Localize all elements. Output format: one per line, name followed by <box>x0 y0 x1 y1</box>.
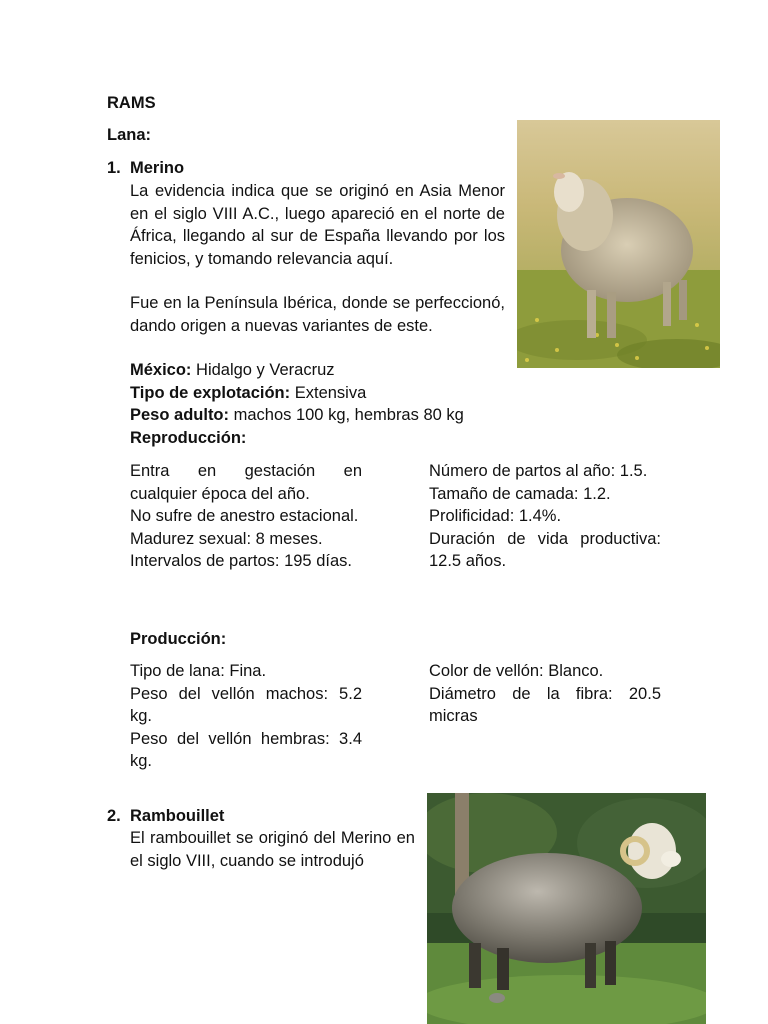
prod-left-item: Peso del vellón machos: 5.2 kg. <box>130 684 362 725</box>
breed-name-merino: Merino <box>130 159 185 177</box>
list-number: 2. <box>107 807 121 825</box>
peso-label: Peso adulto: <box>130 406 230 424</box>
produccion-left-column <box>130 660 362 773</box>
reproduccion-right-column <box>429 460 661 573</box>
prod-right-item: Color de vellón: Blanco. <box>429 662 604 680</box>
merino-explotacion-line <box>130 382 520 405</box>
repro-right-item: Tamaño de camada: 1.2. <box>429 484 611 503</box>
mexico-label: México: <box>130 361 192 379</box>
repro-right-item: Número de partos al año: 1.5. <box>429 462 648 480</box>
prod-right-item: Diámetro de la fibra: 20.5 micras <box>429 684 661 725</box>
merino-mexico-line <box>130 359 520 382</box>
reproduccion-heading: Reproducción: <box>130 429 247 447</box>
section-heading: Lana: <box>107 126 152 144</box>
rambouillet-ram-image <box>427 793 706 1024</box>
rambouillet-ram-photo <box>427 793 706 1024</box>
repro-left-item: No sufre de anestro estacional. <box>130 507 359 525</box>
produccion-heading: Producción: <box>130 630 227 648</box>
merino-origin-paragraph: La evidencia indica que se originó en Asia Menor en el siglo VIII A.C., luego apareció en el norte de África, llegando al sur de España llevando por los fenicios, y tomando relevancia aquí. <box>130 182 505 268</box>
tipo-value: Extensiva <box>290 384 367 402</box>
merino-iberia-paragraph: Fue en la Península Ibérica, donde se perfeccionó, dando origen a nuevas variantes de este. <box>130 294 505 335</box>
rambouillet-origin-paragraph: El rambouillet se originó del Merino en el siglo VIII, cuando se introdujó <box>130 829 415 870</box>
repro-left-item: Entra en gestación en cualquier época del año. <box>130 462 362 503</box>
repro-right-item: Duración de vida productiva: 12.5 años. <box>429 529 661 570</box>
produccion-right-column <box>429 660 661 728</box>
prod-left-item: Peso del vellón hembras: 3.4 kg. <box>130 729 362 770</box>
prod-left-item: Tipo de lana: Fina. <box>130 662 267 680</box>
tipo-label: Tipo de explotación: <box>130 384 291 402</box>
peso-value: machos 100 kg, hembras 80 kg <box>229 406 464 424</box>
repro-left-item: Madurez sexual: 8 meses. <box>130 529 323 548</box>
repro-left-item: Intervalos de partos: 195 días. <box>130 552 352 570</box>
merino-peso-line <box>130 404 520 427</box>
document-title: RAMS <box>107 94 156 112</box>
merino-sheep-image <box>517 120 720 368</box>
merino-sheep-photo <box>517 120 720 368</box>
list-number: 1. <box>107 159 121 177</box>
repro-right-item: Prolificidad: 1.4%. <box>429 507 562 525</box>
reproduccion-left-column <box>130 460 362 573</box>
mexico-value: Hidalgo y Veracruz <box>191 361 335 379</box>
breed-name-rambouillet: Rambouillet <box>130 807 225 825</box>
